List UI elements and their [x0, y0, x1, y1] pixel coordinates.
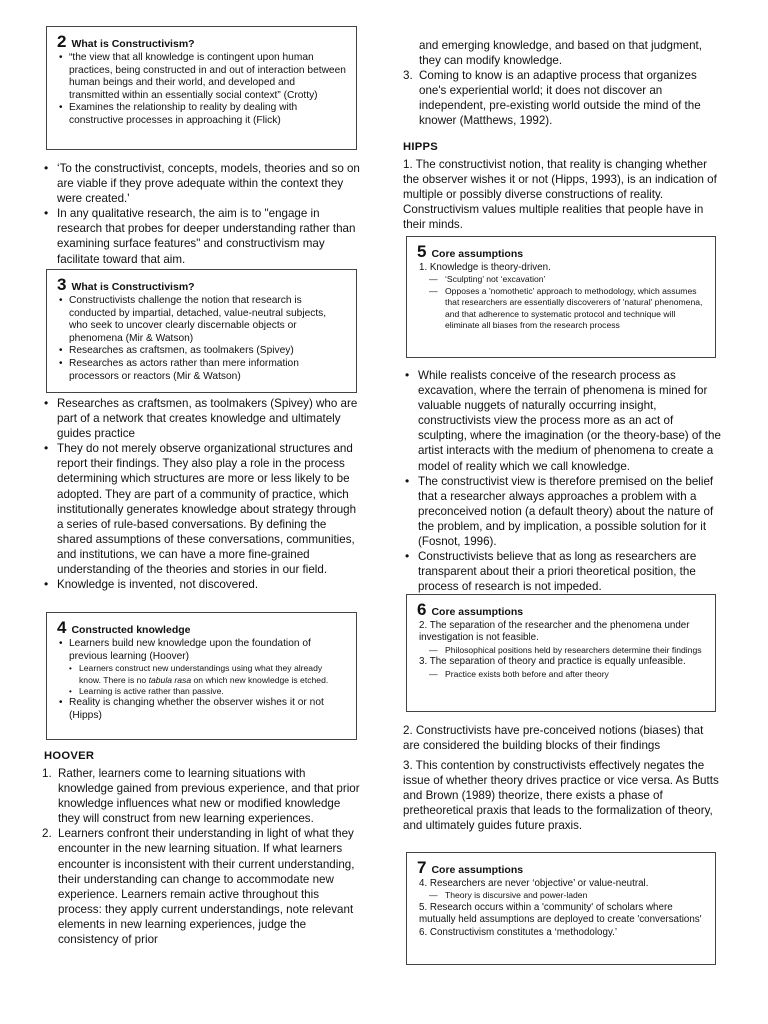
slide-number: 6	[417, 600, 427, 619]
slide-header	[57, 33, 346, 50]
assumption-line: 2. The separation of the researcher and the phenomena under investigation is not feasible.	[419, 620, 690, 644]
continued-text: and emerging knowledge, and based on that judgment, they can modify knowledge.	[419, 39, 702, 68]
dash-item: — ‘Sculpting’ not ‘excavation’	[417, 274, 705, 285]
slide-header	[417, 601, 705, 618]
numbered-list	[42, 766, 362, 947]
assumption-line: 6. Constructivism constitutes a ‘methodology.’	[419, 926, 618, 938]
assumption-line: 1. Knowledge is theory-driven.	[419, 262, 551, 273]
bullet-list	[42, 396, 362, 592]
slide-box-3	[46, 269, 357, 393]
slide-number: 4	[57, 618, 67, 637]
bullet-list	[403, 368, 723, 594]
assumption-line: 3. The separation of theory and practice is equally unfeasible.	[419, 656, 686, 668]
slide-bullet-list	[57, 295, 346, 383]
slide-title: What is Constructivism?	[71, 281, 195, 293]
slide-bullet: • Researches as craftsmen, as toolmakers (Spivey)	[57, 345, 346, 358]
slide-bullet: • Reality is changing whether the observer wishes it or not (Hipps)	[57, 697, 346, 722]
bullet-item: • Knowledge is invented, not discovered.	[42, 577, 362, 592]
slide-box-7	[406, 852, 716, 965]
slide-bullet: • Researches as actors rather than mere information processors or reactors (Mir & Watson)	[57, 358, 346, 383]
slide-header	[57, 276, 346, 293]
paragraph: 1. The constructivist notion, that reality is changing whether the observer wishes it or not (Hipps, 1993), is an indication of multiple or possibly diverse constructions of reality. Constructivism values multiple realities that people have in their minds.	[403, 158, 717, 231]
bullet-item: • They do not merely observe organizational structures and report their findings. They also play a role in the process determining which structures are more or less likely to be adopted. They are part of a community of practice, which institutionally generates knowledge about strategy through a series of rule-based conversations. By defining the shared assumptions of these conversations, communities, and institutions, we can have a more fine-grained understanding of the theories and stories in our field.	[42, 441, 362, 577]
dash-item: — Practice exists both before and after theory	[417, 669, 705, 680]
slide-title: Core assumptions	[431, 248, 524, 260]
slide-bullet-list	[57, 52, 346, 128]
assumption-line: 5. Research occurs within a 'community' of scholars where mutually held assumptions are deployed to create 'conversations'	[419, 901, 702, 926]
slide-bullet-text: Learners build new knowledge upon the foundation of previous learning (Hoover)	[69, 638, 311, 662]
slide-subbullet: • Learners construct new understandings using what they already know. There is no tabula rasa on which new knowledge is etched.	[57, 663, 346, 686]
slide-title: Core assumptions	[431, 606, 524, 618]
slide-box-2	[46, 26, 357, 150]
slide-bullet: • Examines the relationship to reality by dealing with constructive processes in approaching it (Flick)	[57, 102, 346, 127]
numbered-item: 1. Rather, learners come to learning situations with knowledge gained from previous experience, and that prior knowledge influences what new or modified knowledge they will construct from new learning experiences.	[42, 767, 360, 826]
slide-number: 3	[57, 275, 67, 294]
dash-item: — Theory is discursive and power-laden	[417, 890, 705, 901]
slide-subbullet-list	[57, 663, 346, 697]
dash-list	[417, 669, 705, 680]
slide-box-5	[406, 236, 716, 358]
slide-number: 2	[57, 32, 67, 51]
slide-header	[57, 619, 346, 636]
slide-box-6	[406, 594, 716, 712]
slide-header	[417, 859, 705, 876]
slide-bullet-list	[57, 638, 346, 723]
slide-title: What is Constructivism?	[71, 38, 195, 50]
bullet-item: • Researches as craftsmen, as toolmakers (Spivey) who are part of a network that creates knowledge and ultimately guides practice	[42, 396, 362, 441]
slide-box-4	[46, 612, 357, 740]
bullet-item: • ‘To the constructivist, concepts, models, theories and so on are viable if they prove adequate within the context they were created.'	[42, 161, 362, 206]
slide-title: Constructed knowledge	[71, 624, 191, 636]
bullet-item: • Constructivists believe that as long as researchers are transparent about their a priori theoretical position, the process of research is not impeded.	[403, 549, 723, 594]
assumption-line: 4. Researchers are never ‘objective’ or value-neutral.	[419, 878, 649, 889]
slide-bullet: • “the view that all knowledge is contingent upon human practices, being constructed in and out of interaction between human beings and their world, and developed and transmitted within an essentially social context” (Crotty)	[57, 52, 346, 102]
numbered-list	[403, 68, 723, 128]
slide-header	[417, 243, 705, 260]
numbered-item: 2. Learners confront their understanding in light of what they encounter in the new learning situation. If what learners encounter is inconsistent with their current understanding, their understanding can change to accommodate new experience. Learners remain active throughout this process: they apply current understandings, note relevant elements in new learning experiences, judge the consistency of prior	[42, 827, 355, 947]
dash-list	[417, 890, 705, 901]
slide-bullet	[57, 638, 346, 697]
slide-number: 5	[417, 242, 427, 261]
slide-title: Core assumptions	[431, 864, 524, 876]
slide-subbullet: • Learning is active rather than passive.	[57, 686, 346, 697]
dash-list	[417, 645, 705, 656]
bullet-list	[42, 161, 362, 267]
section-heading: HOOVER	[44, 750, 95, 762]
bullet-item: • In any qualitative research, the aim is to "engage in research that probes for deeper understanding rather than examining surface features" and constructivism may facilitate toward that aim.	[42, 206, 362, 266]
section-heading: HIPPS	[403, 141, 439, 153]
bullet-item: • While realists conceive of the research process as excavation, where the terrain of phenomena is mined for valuable nuggets of naturally occurring insight, constructivists view the process more as an act of sculpting, where the imagination (or the theory-base) of the artist interacts with the medium of phenomena to create a model of reality which we call knowledge.	[403, 368, 723, 474]
dash-list	[417, 274, 705, 331]
slide-number: 7	[417, 858, 427, 877]
paragraph: 3. This contention by constructivists effectively negates the issue of whether theory drives practice or vice versa. As Butts and Brown (1989) theorize, there exists a phase of pretheoretical praxis that leads to the formalization of theory, and ultimately guides future praxis.	[403, 759, 719, 832]
bullet-item: • The constructivist view is therefore premised on the belief that a researcher always approaches a problem with a preconceived notion (a default theory) about the nature of the problem, and by implication, a possible solution for it (Fosnot, 1996).	[403, 474, 723, 549]
slide-bullet: • Constructivists challenge the notion that research is conducted by impartial, detached, value-neutral subjects, who seek to uncover clearly discernable objects or phenomena (Mir & Watson)	[57, 295, 346, 345]
dash-item: — Opposes a 'nomothetic' approach to methodology, which assumes that researchers are essentially discoverers of 'natural' phenomena, and that adherence to systematic protocol and technique will eliminate all biases from the research process	[417, 286, 705, 332]
dash-item: — Philosophical positions held by researchers determine their findings	[417, 645, 705, 656]
numbered-item: 3. Coming to know is an adaptive process that organizes one's experiential world; it does not discover an independent, pre-existing world outside the mind of the knower (Matthews, 1992).	[403, 69, 701, 128]
paragraph: 2. Constructivists have pre-conceived notions (biases) that are considered the building blocks of their findings	[403, 724, 704, 752]
